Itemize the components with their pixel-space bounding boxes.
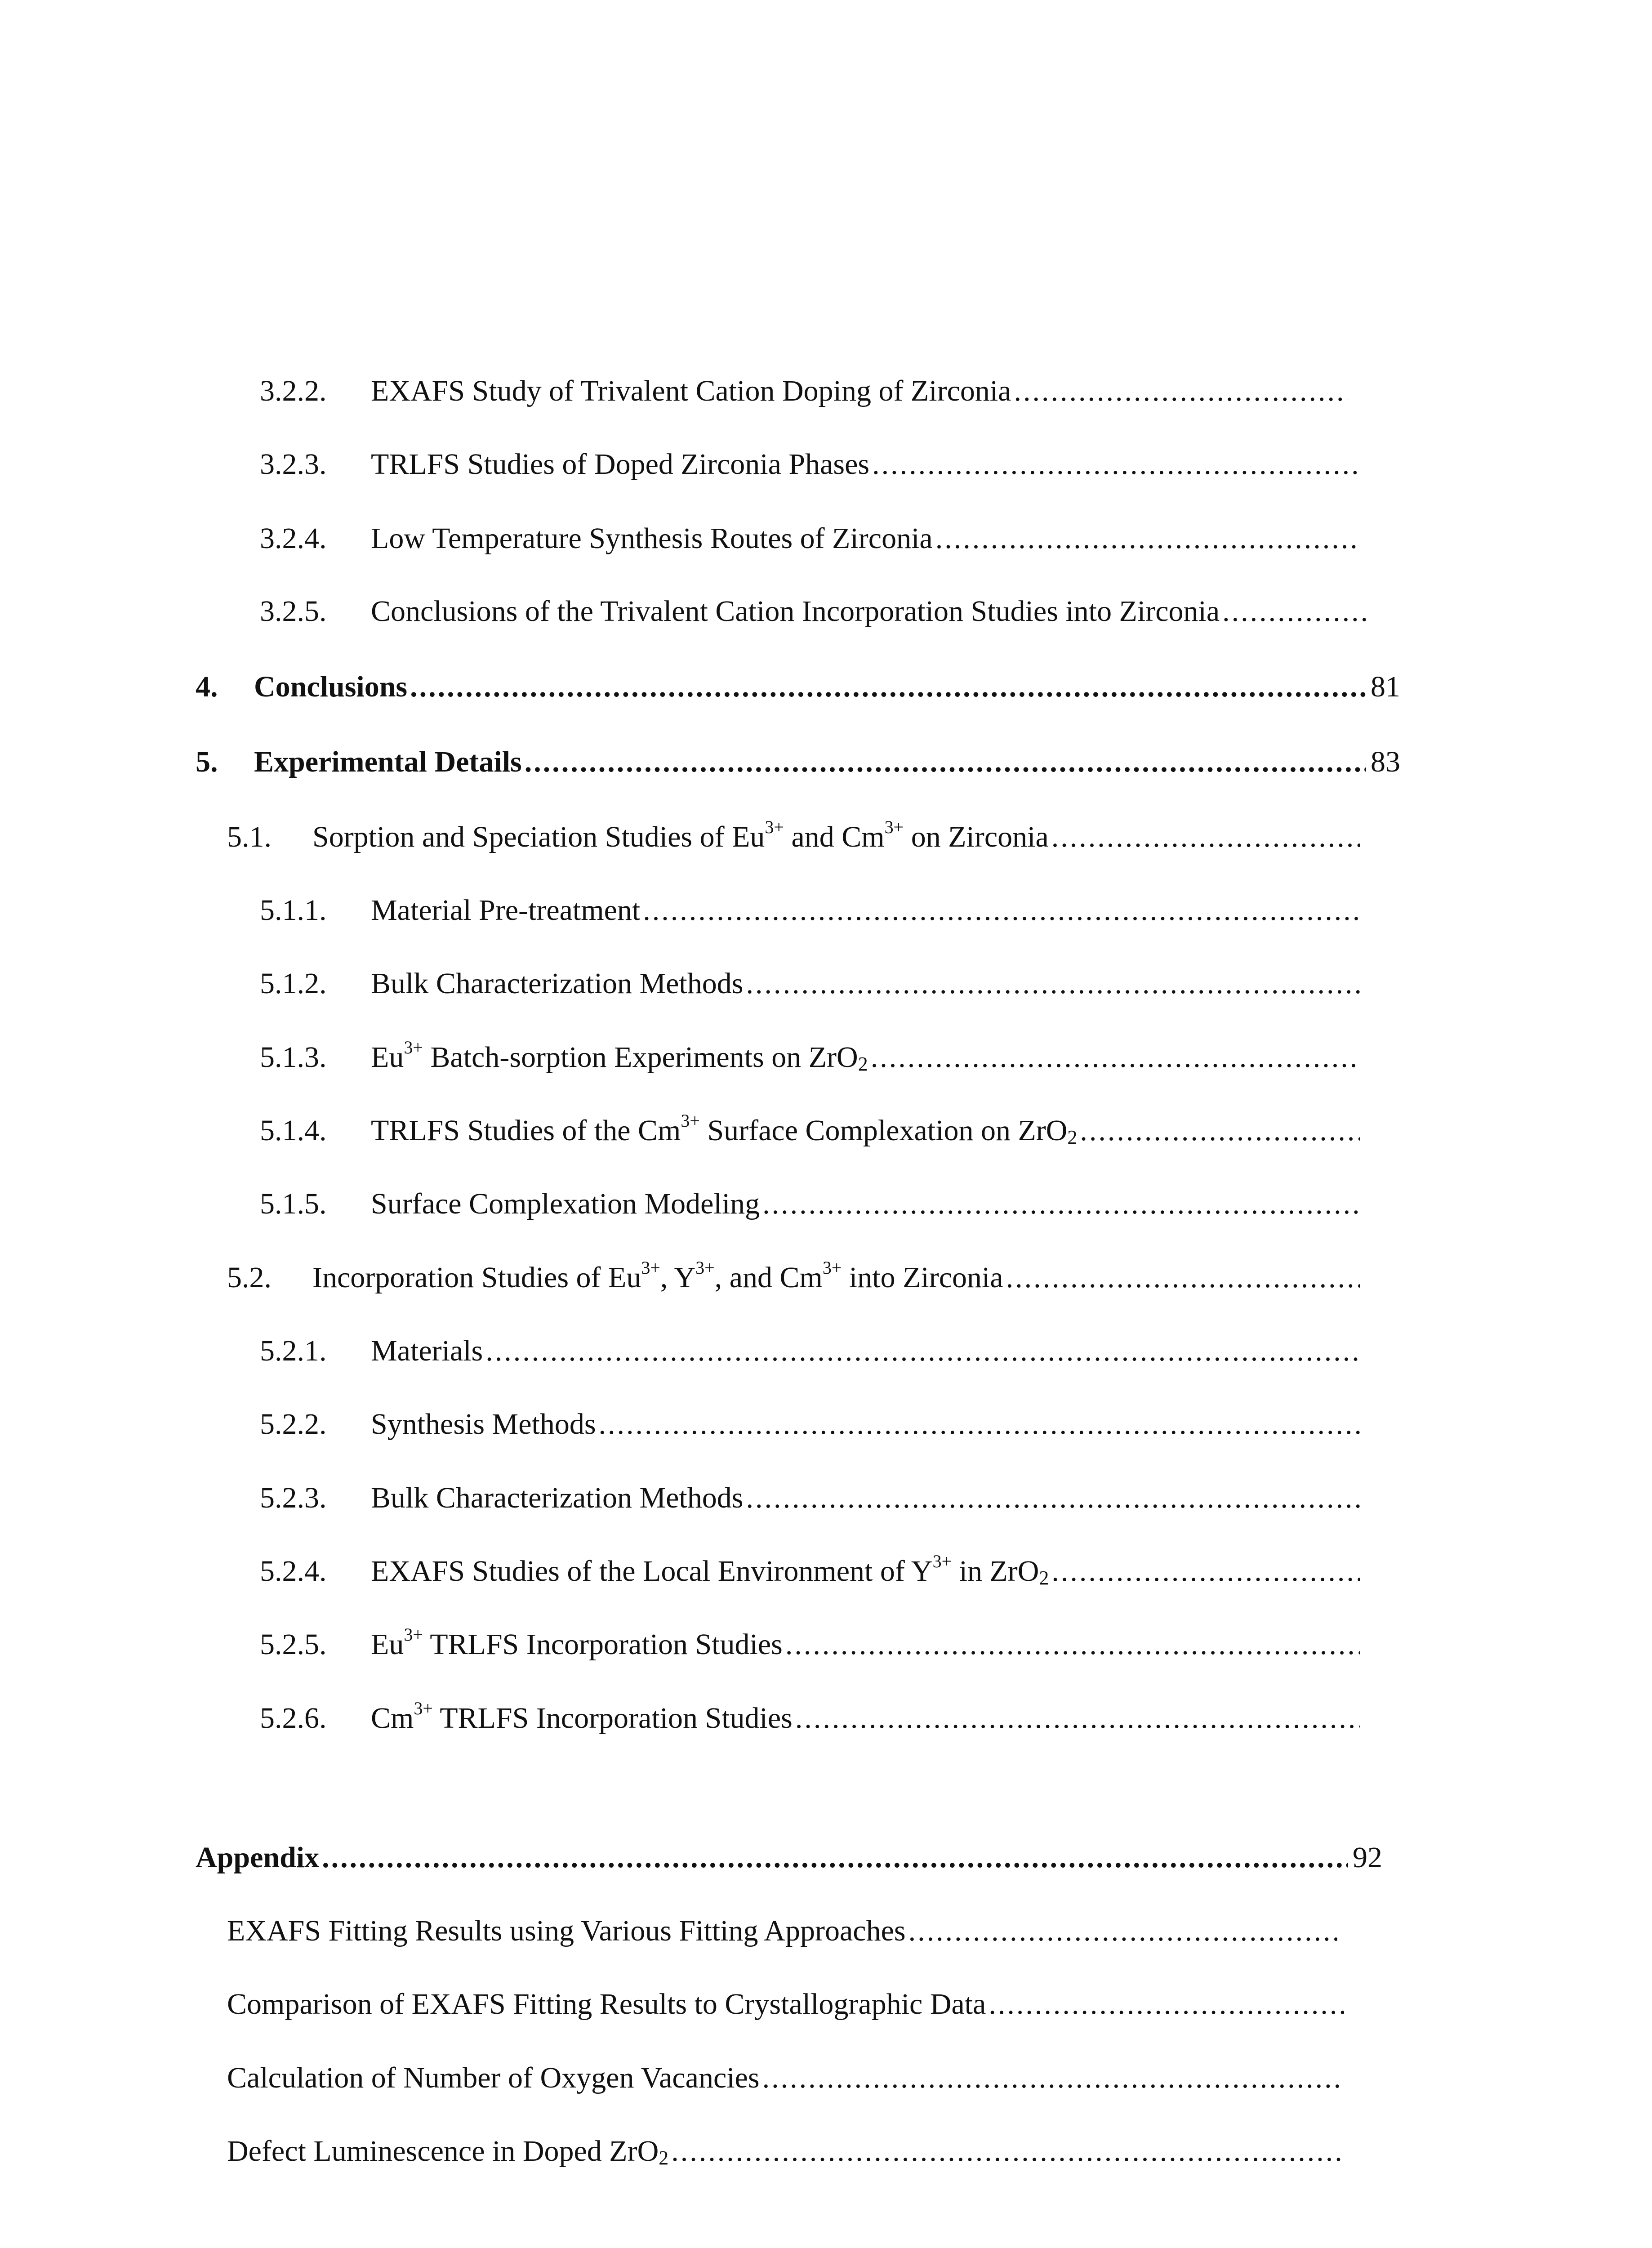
toc-number: 5.2.1. <box>260 1334 327 1367</box>
toc-title: $Cm^{3+}$ TRLFS Incorporation Studies <box>371 1698 793 1735</box>
toc-leader-dots <box>795 1691 1360 1745</box>
toc-leader-dots <box>322 1831 1348 1885</box>
toc-leader-dots <box>746 1471 1360 1525</box>
toc-title: Bulk Characterization Methods <box>371 967 744 1000</box>
toc-number: 5. <box>196 745 218 778</box>
toc-leader-dots <box>525 735 1366 789</box>
toc-entry-appendix-3[interactable] <box>227 2051 1344 2105</box>
toc-title: Synthesis Methods <box>371 1408 596 1441</box>
toc-title: Conclusions <box>254 670 408 703</box>
toc-title: Comparison of EXAFS Fitting Results to Crystallographic Data <box>227 1988 986 2021</box>
toc-entry-5-1-2[interactable] <box>260 957 1360 1011</box>
toc-leader-dots <box>671 2124 1344 2178</box>
toc-leader-dots <box>485 1324 1360 1378</box>
toc-number: 3.2.2. <box>260 375 327 407</box>
toc-leader-dots <box>871 1030 1360 1084</box>
toc-number: 3.2.3. <box>260 448 327 481</box>
toc-leader-dots <box>746 957 1360 1011</box>
toc-entry-appendix-1[interactable] <box>227 1904 1337 1958</box>
toc-title: Surface Complexation Modeling <box>371 1187 760 1220</box>
toc-title: Sorption and Speciation Studies of $Eu^{3+}$ and $Cm^{3+}$ on Zirconia <box>312 817 1049 853</box>
toc-entry-appendix[interactable] <box>196 1831 1382 1885</box>
toc-leader-dots <box>410 660 1366 714</box>
toc-leader-dots <box>908 1904 1337 1958</box>
toc-number: 4. <box>196 670 218 703</box>
toc-entry-5-1-3[interactable] <box>260 1030 1360 1084</box>
toc-leader-dots <box>989 1977 1344 2031</box>
toc-leader-dots <box>1051 1544 1360 1598</box>
toc-title: Appendix <box>196 1841 320 1874</box>
toc-entry-5-1-4[interactable] <box>260 1104 1360 1158</box>
toc-number: 5.2.2. <box>260 1408 327 1441</box>
toc-number: 5.2.3. <box>260 1481 327 1514</box>
toc-entry-5-2-4[interactable] <box>260 1544 1360 1598</box>
toc-title: Defect Luminescence in Doped ZrO$_2$ <box>227 2135 669 2169</box>
toc-number: 5.2.5. <box>260 1628 327 1661</box>
toc-entry-5-1-5[interactable] <box>260 1177 1360 1231</box>
toc-entry-3-2-3[interactable] <box>260 437 1360 491</box>
toc-title: $Eu^{3+}$ TRLFS Incorporation Studies <box>371 1624 783 1661</box>
toc-number: 3.2.5. <box>260 595 327 628</box>
toc-leader-dots <box>643 883 1360 937</box>
toc-leader-dots <box>1080 1104 1360 1158</box>
toc-number: 5.1. <box>227 821 272 853</box>
toc-title: Incorporation Studies of $Eu^{3+}$, $Y^{3+}$, and $Cm^{3+}$ into Zirconia <box>312 1258 1003 1294</box>
toc-entry-5-2[interactable] <box>227 1251 1360 1305</box>
toc-title: Low Temperature Synthesis Routes of Zirconia <box>371 522 933 555</box>
toc-entry-3-2-5[interactable] <box>260 584 1370 638</box>
toc-page-number: 92 <box>1353 1841 1382 1874</box>
toc-title: EXAFS Studies of the Local Environment of $Y^{3+}$ in ZrO$_2$ <box>371 1551 1049 1589</box>
toc-leader-dots <box>872 437 1360 491</box>
toc-leader-dots <box>762 1177 1360 1231</box>
toc-number: 3.2.4. <box>260 522 327 555</box>
toc-entry-3-2-4[interactable] <box>260 512 1360 566</box>
toc-leader-dots <box>1222 584 1370 638</box>
toc-entry-appendix-2[interactable] <box>227 1977 1344 2031</box>
toc-entry-5-2-3[interactable] <box>260 1471 1360 1525</box>
toc-number: 5.1.3. <box>260 1041 327 1074</box>
toc-number: 5.1.1. <box>260 894 327 927</box>
toc-title: Conclusions of the Trivalent Cation Incorporation Studies into Zirconia <box>371 595 1220 628</box>
toc-title: EXAFS Fitting Results using Various Fitting Approaches <box>227 1914 906 1947</box>
toc-number: 5.1.4. <box>260 1114 327 1147</box>
toc-number: 5.2.6. <box>260 1702 327 1735</box>
toc-title: $Eu^{3+}$ Batch-sorption Experiments on ZrO$_2$ <box>371 1037 868 1075</box>
toc-entry-5-2-1[interactable] <box>260 1324 1360 1378</box>
toc-title: EXAFS Study of Trivalent Cation Doping of Zirconia <box>371 375 1011 407</box>
toc-number: 5.2.4. <box>260 1555 327 1588</box>
toc-entry-5-2-5[interactable] <box>260 1618 1360 1672</box>
toc-entry-5-1-1[interactable] <box>260 883 1360 937</box>
toc-leader-dots <box>785 1618 1360 1672</box>
toc-title: Materials <box>371 1334 483 1367</box>
toc-title: Calculation of Number of Oxygen Vacancies <box>227 2061 760 2094</box>
toc-entry-chapter-4[interactable] <box>196 660 1400 714</box>
toc-title: Material Pre-treatment <box>371 894 641 927</box>
toc-leader-dots <box>935 512 1360 566</box>
toc-leader-dots <box>1006 1251 1360 1305</box>
toc-leader-dots <box>1014 364 1348 418</box>
toc-entry-5-1[interactable] <box>227 810 1360 864</box>
toc-number: 5.2. <box>227 1261 272 1294</box>
toc-entry-chapter-5[interactable] <box>196 735 1400 789</box>
toc-number: 5.1.2. <box>260 967 327 1000</box>
toc-title: TRLFS Studies of Doped Zirconia Phases <box>371 448 870 481</box>
toc-leader-dots <box>599 1397 1360 1451</box>
toc-leader-dots <box>1051 810 1360 864</box>
toc-number: 5.1.5. <box>260 1187 327 1220</box>
toc-entry-appendix-4[interactable] <box>227 2124 1344 2178</box>
toc-title: TRLFS Studies of the $Cm^{3+}$ Surface Complexation on ZrO$_2$ <box>371 1111 1078 1148</box>
toc-page-number: 83 <box>1371 745 1400 778</box>
toc-leader-dots <box>762 2051 1344 2105</box>
toc-entry-5-2-6[interactable] <box>260 1691 1360 1745</box>
toc-page-number: 81 <box>1371 670 1400 703</box>
toc-title: Bulk Characterization Methods <box>371 1481 744 1514</box>
toc-title: Experimental Details <box>254 745 522 778</box>
toc-entry-5-2-2[interactable] <box>260 1397 1360 1451</box>
toc-entry-3-2-2[interactable] <box>260 364 1348 418</box>
